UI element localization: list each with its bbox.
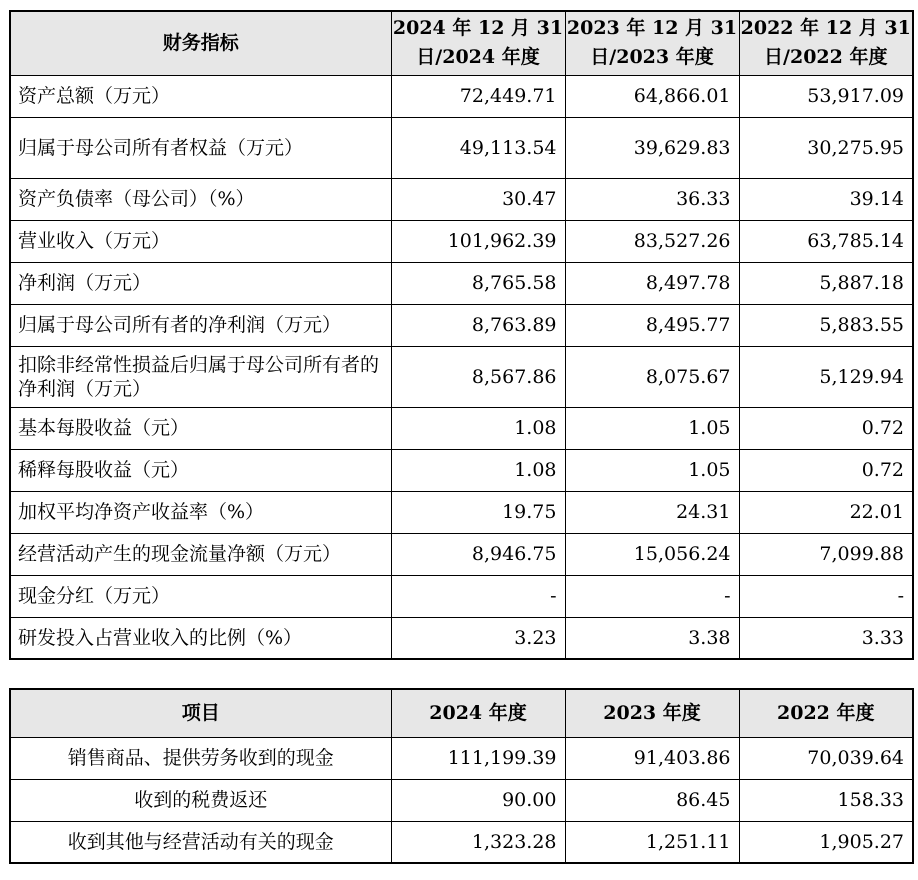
table-row bbox=[10, 117, 913, 178]
value-2022: - bbox=[739, 575, 913, 617]
value-2024: 8,567.86 bbox=[391, 346, 565, 407]
table-row bbox=[10, 75, 913, 117]
row-label: 归属于母公司所有者权益（万元） bbox=[10, 117, 391, 178]
value-2022: 30,275.95 bbox=[739, 117, 913, 178]
value-2024: 72,449.71 bbox=[391, 75, 565, 117]
value-2024: 1.08 bbox=[391, 449, 565, 491]
column-header-indicator: 财务指标 bbox=[10, 11, 391, 75]
value-2024: - bbox=[391, 575, 565, 617]
value-2022: 39.14 bbox=[739, 178, 913, 220]
value-2023: 1.05 bbox=[565, 407, 739, 449]
column-header-2023: 2023 年 12 月 31 日/2023 年度 bbox=[565, 11, 739, 75]
row-label: 营业收入（万元） bbox=[10, 220, 391, 262]
row-label: 加权平均净资产收益率（%） bbox=[10, 491, 391, 533]
table-row bbox=[10, 407, 913, 449]
table-row bbox=[10, 491, 913, 533]
value-2024: 8,763.89 bbox=[391, 304, 565, 346]
row-label: 净利润（万元） bbox=[10, 262, 391, 304]
row-label: 销售商品、提供劳务收到的现金 bbox=[10, 737, 391, 779]
table-row bbox=[10, 449, 913, 491]
value-2023: 8,075.67 bbox=[565, 346, 739, 407]
value-2022: 158.33 bbox=[739, 779, 913, 821]
value-2022: 70,039.64 bbox=[739, 737, 913, 779]
financial-indicators-table bbox=[9, 10, 914, 660]
row-label: 稀释每股收益（元） bbox=[10, 449, 391, 491]
value-2022: 0.72 bbox=[739, 449, 913, 491]
row-label: 研发投入占营业收入的比例（%） bbox=[10, 617, 391, 659]
value-2022: 63,785.14 bbox=[739, 220, 913, 262]
value-2024: 8,946.75 bbox=[391, 533, 565, 575]
value-2024: 8,765.58 bbox=[391, 262, 565, 304]
value-2024: 49,113.54 bbox=[391, 117, 565, 178]
table-row bbox=[10, 575, 913, 617]
value-2022: 22.01 bbox=[739, 491, 913, 533]
table-row bbox=[10, 617, 913, 659]
column-header-2024: 2024 年 12 月 31 日/2024 年度 bbox=[391, 11, 565, 75]
table-row bbox=[10, 779, 913, 821]
value-2022: 7,099.88 bbox=[739, 533, 913, 575]
value-2023: 64,866.01 bbox=[565, 75, 739, 117]
value-2023: 8,495.77 bbox=[565, 304, 739, 346]
value-2024: 30.47 bbox=[391, 178, 565, 220]
row-label: 现金分红（万元） bbox=[10, 575, 391, 617]
table-row bbox=[10, 178, 913, 220]
value-2024: 19.75 bbox=[391, 491, 565, 533]
value-2022: 5,883.55 bbox=[739, 304, 913, 346]
row-label: 收到其他与经营活动有关的现金 bbox=[10, 821, 391, 863]
row-label: 资产总额（万元） bbox=[10, 75, 391, 117]
value-2024: 1.08 bbox=[391, 407, 565, 449]
table-row bbox=[10, 262, 913, 304]
row-label: 经营活动产生的现金流量净额（万元） bbox=[10, 533, 391, 575]
value-2022: 0.72 bbox=[739, 407, 913, 449]
table-header-row bbox=[10, 11, 913, 75]
value-2024: 1,323.28 bbox=[391, 821, 565, 863]
value-2024: 111,199.39 bbox=[391, 737, 565, 779]
value-2023: 39,629.83 bbox=[565, 117, 739, 178]
table-row bbox=[10, 304, 913, 346]
value-2023: 15,056.24 bbox=[565, 533, 739, 575]
table-row bbox=[10, 821, 913, 863]
value-2024: 90.00 bbox=[391, 779, 565, 821]
value-2023: 83,527.26 bbox=[565, 220, 739, 262]
value-2023: 36.33 bbox=[565, 178, 739, 220]
value-2022: 3.33 bbox=[739, 617, 913, 659]
table-row bbox=[10, 220, 913, 262]
value-2023: 8,497.78 bbox=[565, 262, 739, 304]
row-label: 扣除非经常性损益后归属于母公司所有者的净利润（万元） bbox=[10, 346, 391, 407]
column-header-2024: 2024 年度 bbox=[391, 689, 565, 737]
table-header-row bbox=[10, 689, 913, 737]
value-2024: 101,962.39 bbox=[391, 220, 565, 262]
value-2022: 53,917.09 bbox=[739, 75, 913, 117]
cash-flow-table bbox=[9, 688, 914, 864]
table-row bbox=[10, 533, 913, 575]
column-header-2022: 2022 年度 bbox=[739, 689, 913, 737]
row-label: 基本每股收益（元） bbox=[10, 407, 391, 449]
value-2023: 3.38 bbox=[565, 617, 739, 659]
table-row bbox=[10, 346, 913, 407]
column-header-2023: 2023 年度 bbox=[565, 689, 739, 737]
value-2022: 1,905.27 bbox=[739, 821, 913, 863]
row-label: 收到的税费返还 bbox=[10, 779, 391, 821]
value-2023: 24.31 bbox=[565, 491, 739, 533]
row-label: 归属于母公司所有者的净利润（万元） bbox=[10, 304, 391, 346]
value-2023: 1,251.11 bbox=[565, 821, 739, 863]
value-2022: 5,887.18 bbox=[739, 262, 913, 304]
value-2024: 3.23 bbox=[391, 617, 565, 659]
row-label: 资产负债率（母公司）（%） bbox=[10, 178, 391, 220]
value-2023: 91,403.86 bbox=[565, 737, 739, 779]
value-2023: 86.45 bbox=[565, 779, 739, 821]
value-2023: 1.05 bbox=[565, 449, 739, 491]
value-2022: 5,129.94 bbox=[739, 346, 913, 407]
column-header-2022: 2022 年 12 月 31 日/2022 年度 bbox=[739, 11, 913, 75]
value-2023: - bbox=[565, 575, 739, 617]
table-row bbox=[10, 737, 913, 779]
column-header-item: 项目 bbox=[10, 689, 391, 737]
